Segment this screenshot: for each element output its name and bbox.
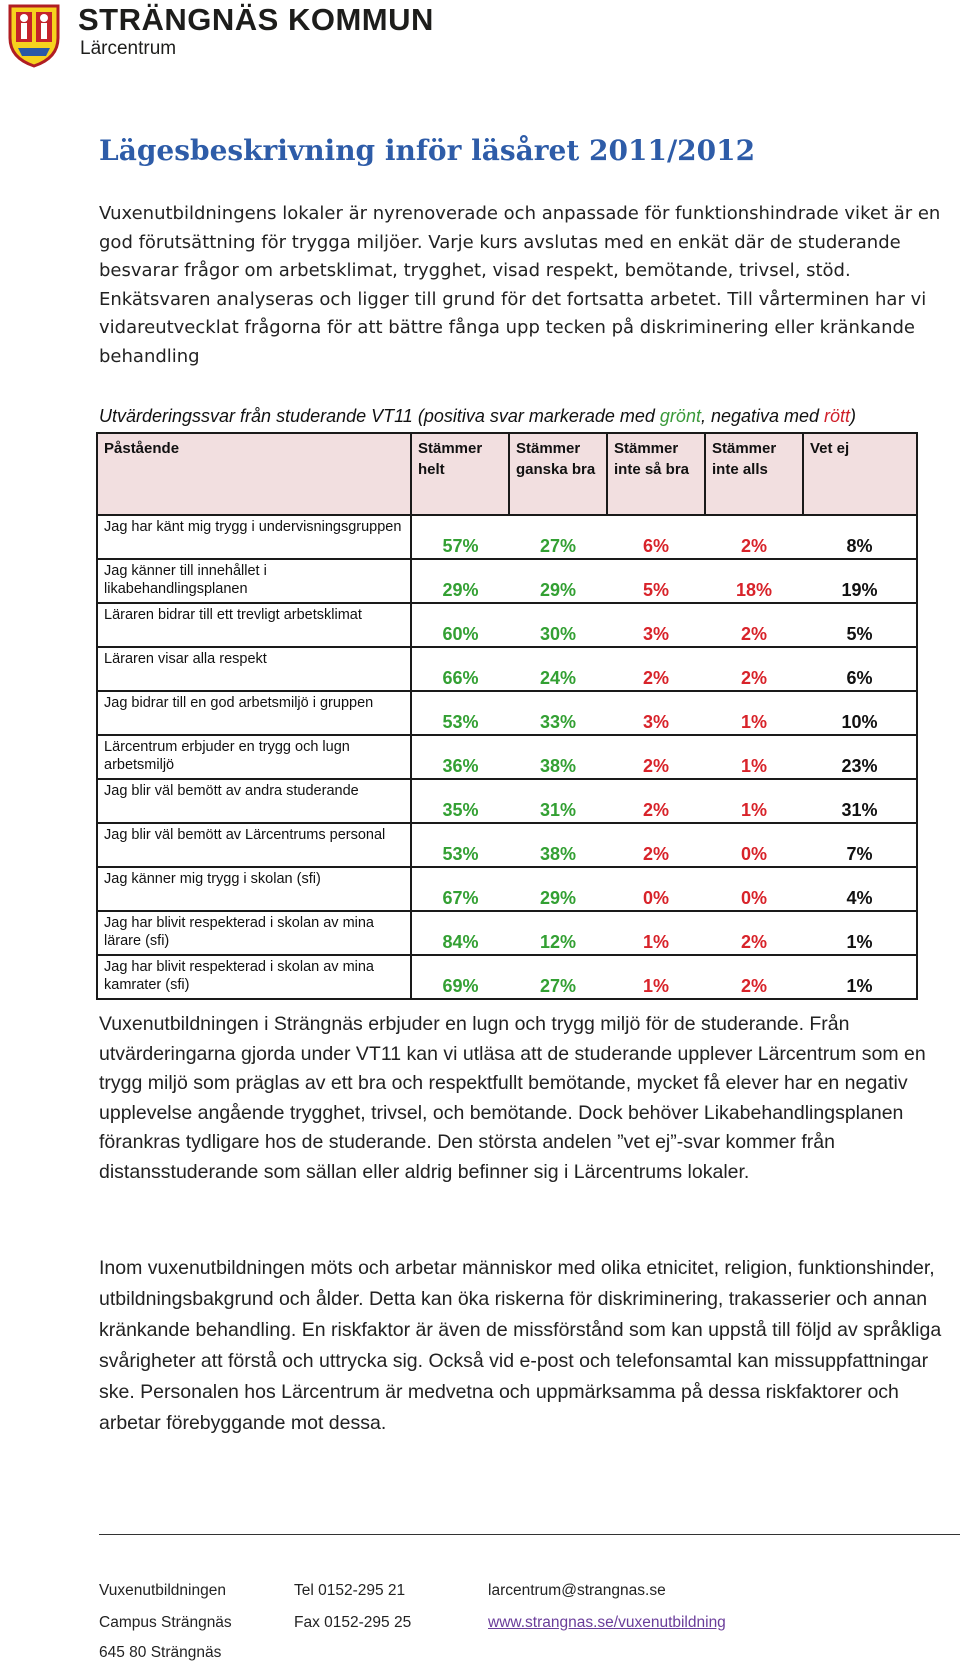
value-cell: 57%	[411, 515, 509, 559]
value-cell: 33%	[509, 691, 607, 735]
footer-postal: 645 80 Strängnäs	[99, 1644, 222, 1661]
statement-cell: Jag blir väl bemött av andra studerande	[97, 779, 411, 823]
value-cell: 1%	[803, 911, 917, 955]
footer-fax: Fax 0152-295 25	[294, 1614, 412, 1631]
caption-text-2: , negativa med	[700, 406, 825, 426]
header-disagree: Stämmer inte alls	[705, 433, 803, 515]
table-body	[97, 515, 917, 999]
value-cell: 0%	[705, 823, 803, 867]
table-row	[97, 867, 917, 911]
value-cell: 66%	[411, 647, 509, 691]
table-row	[97, 647, 917, 691]
value-cell: 18%	[705, 559, 803, 603]
table-row	[97, 735, 917, 779]
table-row	[97, 823, 917, 867]
value-cell: 6%	[607, 515, 705, 559]
organization-name: STRÄNGNÄS KOMMUN	[78, 2, 434, 37]
table-row	[97, 911, 917, 955]
caption-green-word: grönt	[659, 406, 701, 426]
caption-text-1: Utvärderingssvar från studerande VT11 (positiva svar markerade med	[99, 406, 660, 426]
evaluation-table	[96, 432, 918, 1000]
value-cell: 67%	[411, 867, 509, 911]
value-cell: 29%	[411, 559, 509, 603]
value-cell: 12%	[509, 911, 607, 955]
value-cell: 2%	[607, 779, 705, 823]
value-cell: 7%	[803, 823, 917, 867]
value-cell: 27%	[509, 515, 607, 559]
risk-paragraph: Inom vuxenutbildningen möts och arbetar människor med olika etnicitet, religion, funktionshinder, utbildningsbakgrund och ålder. Detta kan öka riskerna för diskriminering, trakasserier och annan kränkande behandling. En riskfaktor är även de missförstånd som kan uppstå till följd av språkliga svårigheter att förstå och uttrycka sig. Också vid e-post och telefonsamtal kan missuppfattningar ske. Personalen hos Lärcentrum är medvetna och uppmärksamma på dessa riskfaktorer och arbetar förebyggande mot dessa.	[99, 1257, 942, 1434]
statement-cell: Jag har blivit respekterad i skolan av mina kamrater (sfi)	[97, 955, 411, 999]
header-dont-know: Vet ej	[803, 433, 917, 515]
intro-paragraph: Vuxenutbildningens lokaler är nyrenoverade och anpassade för funktionshindrade viket är en god förutsättning för trygga miljöer. Varje kurs avslutas med en enkät där de studerande besvarar frågor om arbetsklimat, trygghet, visad respekt, bemötande, trivsel, stöd. Enkätsvaren analyseras och ligger till grund för det fortsatta arbetet. Till vårterminen har vi vidareutvecklat frågorna för att bättre fånga upp tecken på diskriminering eller kränkande behandling	[99, 203, 941, 367]
value-cell: 5%	[607, 559, 705, 603]
value-cell: 36%	[411, 735, 509, 779]
value-cell: 31%	[803, 779, 917, 823]
document-title: Lägesbeskrivning inför läsåret 2011/2012	[99, 134, 756, 167]
value-cell: 2%	[705, 911, 803, 955]
value-cell: 31%	[509, 779, 607, 823]
value-cell: 3%	[607, 691, 705, 735]
table-row	[97, 955, 917, 999]
value-cell: 1%	[607, 911, 705, 955]
statement-cell: Läraren visar alla respekt	[97, 647, 411, 691]
value-cell: 1%	[705, 691, 803, 735]
value-cell: 3%	[607, 603, 705, 647]
value-cell: 2%	[607, 735, 705, 779]
value-cell: 2%	[705, 515, 803, 559]
value-cell: 2%	[705, 603, 803, 647]
value-cell: 6%	[803, 647, 917, 691]
organization-subtitle: Lärcentrum	[80, 38, 177, 59]
header-agree-fully: Stämmer helt	[411, 433, 509, 515]
value-cell: 29%	[509, 867, 607, 911]
table-header-row	[97, 433, 917, 515]
value-cell: 0%	[607, 867, 705, 911]
value-cell: 2%	[705, 955, 803, 999]
footer-unit: Vuxenutbildningen	[99, 1582, 226, 1599]
table-row	[97, 603, 917, 647]
value-cell: 1%	[803, 955, 917, 999]
statement-cell: Lärcentrum erbjuder en trygg och lugn arbetsmiljö	[97, 735, 411, 779]
header-agree-slightly: Stämmer inte så bra	[607, 433, 705, 515]
value-cell: 69%	[411, 955, 509, 999]
caption-text-3: )	[850, 406, 857, 426]
caption-red-word: rött	[824, 406, 851, 426]
footer-divider	[99, 1534, 960, 1535]
footer-phone: Tel 0152-295 21	[294, 1582, 406, 1599]
table-row	[97, 779, 917, 823]
value-cell: 1%	[705, 779, 803, 823]
value-cell: 53%	[411, 823, 509, 867]
value-cell: 38%	[509, 823, 607, 867]
value-cell: 29%	[509, 559, 607, 603]
footer-campus: Campus Strängnäs	[99, 1614, 232, 1631]
header-statement: Påstående	[97, 433, 411, 515]
value-cell: 8%	[803, 515, 917, 559]
value-cell: 19%	[803, 559, 917, 603]
statement-cell: Jag känner till innehållet i likabehandlingsplanen	[97, 559, 411, 603]
value-cell: 0%	[705, 867, 803, 911]
value-cell: 27%	[509, 955, 607, 999]
footer-email: larcentrum@strangnas.se	[488, 1582, 666, 1599]
statement-cell: Läraren bidrar till ett trevligt arbetsklimat	[97, 603, 411, 647]
table-row	[97, 515, 917, 559]
summary-paragraph: Vuxenutbildningen i Strängnäs erbjuder en lugn och trygg miljö för de studerande. Från utvärderingarna gjorda under VT11 kan vi utläsa att de studerande upplever Lärcentrum som en trygg miljö som präglas av ett bra och respektfullt bemötande, mycket få elever har en negativ upplevelse angående trygghet, trivsel, och bemötande. Dock behöver Likabehandlingsplanen förankras tydligare hos de studerande. Den största andelen ”vet ej”-svar kommer från distansstuderande som sällan eller aldrig befinner sig i Lärcentrums lokaler.	[99, 1013, 926, 1183]
statement-cell: Jag bidrar till en god arbetsmiljö i gruppen	[97, 691, 411, 735]
statement-cell: Jag känner mig trygg i skolan (sfi)	[97, 867, 411, 911]
value-cell: 2%	[607, 647, 705, 691]
footer-website-link[interactable]: www.strangnas.se/vuxenutbildning	[488, 1614, 726, 1631]
value-cell: 84%	[411, 911, 509, 955]
value-cell: 24%	[509, 647, 607, 691]
value-cell: 1%	[705, 735, 803, 779]
coat-of-arms-logo	[6, 4, 62, 68]
value-cell: 53%	[411, 691, 509, 735]
value-cell: 38%	[509, 735, 607, 779]
statement-cell: Jag blir väl bemött av Lärcentrums personal	[97, 823, 411, 867]
value-cell: 2%	[705, 647, 803, 691]
value-cell: 1%	[607, 955, 705, 999]
table-row	[97, 559, 917, 603]
statement-cell: Jag har blivit respekterad i skolan av mina lärare (sfi)	[97, 911, 411, 955]
value-cell: 23%	[803, 735, 917, 779]
value-cell: 2%	[607, 823, 705, 867]
table-row	[97, 691, 917, 735]
table-caption	[99, 406, 856, 427]
value-cell: 35%	[411, 779, 509, 823]
statement-cell: Jag har känt mig trygg i undervisningsgruppen	[97, 515, 411, 559]
value-cell: 4%	[803, 867, 917, 911]
value-cell: 60%	[411, 603, 509, 647]
value-cell: 5%	[803, 603, 917, 647]
header-agree-mostly: Stämmer ganska bra	[509, 433, 607, 515]
value-cell: 10%	[803, 691, 917, 735]
value-cell: 30%	[509, 603, 607, 647]
